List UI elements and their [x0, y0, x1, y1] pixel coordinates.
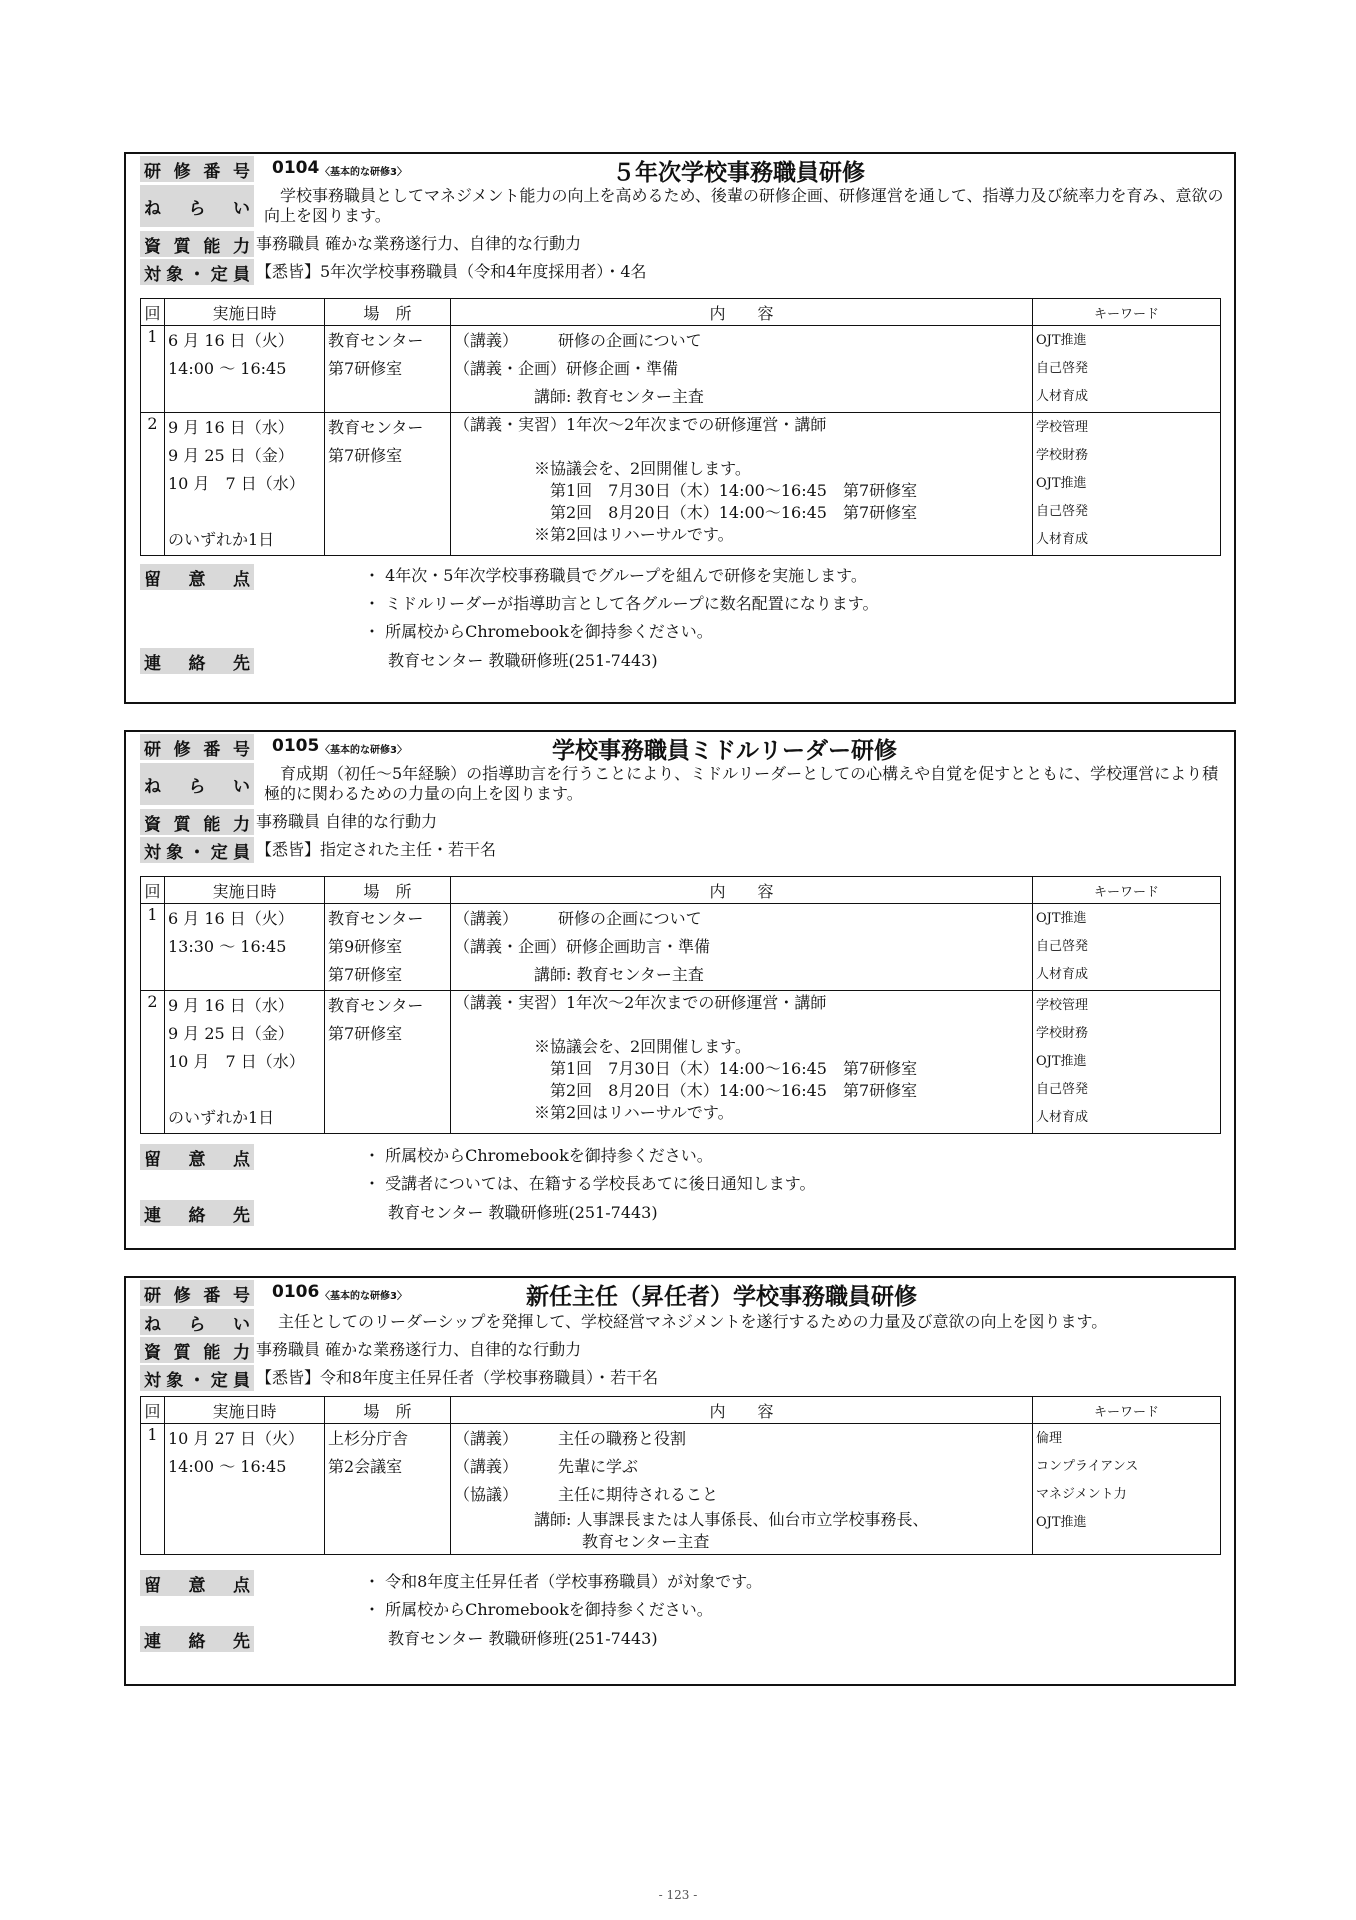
label-contact: 連 絡 先 [140, 1200, 254, 1226]
time-line: 14:00 ～ 16:45 [168, 359, 287, 378]
content-line: 講師: 教育センター主査 [454, 387, 704, 406]
keyword: 自己啓発 [1036, 361, 1089, 376]
keyword-cell [1033, 1424, 1221, 1555]
content-line: 第1回 7月30日（木）14:00～16:45 第7研修室 [454, 1059, 918, 1078]
table-row [141, 991, 1221, 1134]
label-aim: ね ら い [140, 763, 254, 805]
contact-text: 教育センター 教職研修班(251-7443) [388, 1203, 658, 1222]
keyword: 人材育成 [1036, 967, 1089, 982]
content-line: ※協議会を、2回開催します。 [454, 1037, 751, 1056]
header-place: 場 所 [325, 1397, 451, 1424]
course-number: 0106 [272, 1282, 320, 1302]
label-number: 研 修 番 号 [140, 1280, 254, 1306]
header-content: 内 容 [451, 877, 1033, 904]
course-kind: 〈基本的な研修3〉 [320, 167, 407, 178]
header-content: 内 容 [451, 1397, 1033, 1424]
keyword: 自己啓発 [1036, 1082, 1089, 1097]
content-line: （講義） 先輩に学ぶ [454, 1457, 639, 1476]
header-kai: 回 [141, 877, 165, 904]
content-line [454, 436, 1029, 458]
content-line: （講義） 研修の企画について [454, 909, 702, 928]
kai-cell: 1 [141, 904, 165, 991]
label-target: 対 象 ・ 定 員 [140, 1365, 254, 1391]
room-line: 第7研修室 [328, 1024, 403, 1043]
label-aim: ね ら い [140, 1309, 254, 1335]
content-line: （講義） 主任の職務と役割 [454, 1429, 687, 1448]
place-cell [325, 326, 451, 413]
content-line: （講義） 研修の企画について [454, 331, 702, 350]
content-line: 第2回 8月20日（木）14:00～16:45 第7研修室 [454, 1081, 918, 1100]
label-ability: 資 質 能 力 [140, 231, 254, 257]
content-line: ※協議会を、2回開催します。 [454, 459, 751, 478]
date-line: 6 月 16 日（火） [168, 909, 294, 928]
date-line: 9 月 16 日（水） [168, 418, 294, 437]
room-line: 第2会議室 [328, 1457, 403, 1476]
place-line: 上杉分庁舎 [328, 1429, 409, 1448]
time-line: 14:00 ～ 16:45 [168, 1457, 287, 1476]
date-line [168, 498, 321, 526]
course-number: 0104 [272, 158, 320, 178]
course-title: ５年次学校事務職員研修 [612, 160, 865, 186]
note-item: ・ 4年次・5年次学校事務職員でグループを組んで研修を実施します。 [364, 566, 867, 585]
content-cell [451, 326, 1033, 413]
course-target: 【悉皆】5年次学校事務職員（令和4年度採用者）・4名 [256, 262, 647, 281]
content-line: （講義・実習）1年次～2年次までの研修運営・講師 [454, 415, 827, 434]
date-line: のいずれか1日 [168, 530, 275, 549]
place-cell [325, 1424, 451, 1555]
date-line: 6 月 16 日（火） [168, 331, 294, 350]
date-line: のいずれか1日 [168, 1108, 275, 1127]
keyword: 倫理 [1036, 1431, 1063, 1446]
keyword: コンプライアンス [1036, 1459, 1139, 1474]
note-item: ・ 所属校からChromebookを御持参ください。 [364, 1146, 713, 1165]
content-line: ※第2回はリハーサルです。 [454, 525, 734, 544]
room-line: 第9研修室 [328, 937, 403, 956]
keyword: 学校財務 [1036, 448, 1089, 463]
keyword: 学校管理 [1036, 420, 1089, 435]
room-line: 第7研修室 [328, 359, 403, 378]
place-cell [325, 413, 451, 556]
content-line [454, 1014, 1029, 1036]
note-item: ・ 所属校からChromebookを御持参ください。 [364, 622, 713, 641]
label-number: 研 修 番 号 [140, 156, 254, 182]
place-line: 教育センター [328, 996, 424, 1015]
content-line: 第1回 7月30日（木）14:00～16:45 第7研修室 [454, 481, 918, 500]
content-line: （協議） 主任に期待されること [454, 1485, 719, 1504]
place-cell [325, 991, 451, 1134]
keyword: 人材育成 [1036, 389, 1089, 404]
keyword: OJT推進 [1036, 911, 1087, 926]
kai-cell: 2 [141, 991, 165, 1134]
label-target: 対 象 ・ 定 員 [140, 259, 254, 285]
date-cell [165, 904, 325, 991]
label-notes: 留 意 点 [140, 1570, 254, 1596]
content-line: （講義・企画）研修企画助言・準備 [454, 937, 711, 956]
label-ability: 資 質 能 力 [140, 1337, 254, 1363]
keyword: OJT推進 [1036, 333, 1087, 348]
header-date: 実施日時 [165, 299, 325, 326]
date-line: 10 月 7 日（水） [168, 1052, 305, 1071]
header-date: 実施日時 [165, 1397, 325, 1424]
label-ability: 資 質 能 力 [140, 809, 254, 835]
label-aim: ね ら い [140, 185, 254, 227]
place-line: 教育センター [328, 909, 424, 928]
keyword: 学校財務 [1036, 1026, 1089, 1041]
schedule-table [140, 1396, 1221, 1555]
table-row [141, 413, 1221, 556]
kai-cell: 2 [141, 413, 165, 556]
note-item: ・ 令和8年度主任昇任者（学校事務職員）が対象です。 [364, 1572, 762, 1591]
keyword: OJT推進 [1036, 476, 1087, 491]
keyword: 人材育成 [1036, 1110, 1089, 1125]
header-date: 実施日時 [165, 877, 325, 904]
course-aim: 学校事務職員としてマネジメント能力の向上を高めるため、後輩の研修企画、研修運営を通して、指導力及び統率力を育み、意欲の向上を図ります。 [264, 186, 1224, 225]
page-number: - 123 - [658, 1888, 698, 1902]
content-line: （講義・実習）1年次～2年次までの研修運営・講師 [454, 993, 827, 1012]
date-cell [165, 413, 325, 556]
content-line: 教育センター主査 [454, 1532, 710, 1551]
course-title: 新任主任（昇任者）学校事務職員研修 [526, 1284, 917, 1310]
header-place: 場 所 [325, 877, 451, 904]
kai-cell: 1 [141, 1424, 165, 1555]
course-box-0105 [124, 730, 1236, 1250]
keyword: OJT推進 [1036, 1054, 1087, 1069]
course-kind: 〈基本的な研修3〉 [320, 1291, 407, 1302]
header-place: 場 所 [325, 299, 451, 326]
keyword: 自己啓発 [1036, 939, 1089, 954]
course-target: 【悉皆】令和8年度主任昇任者（学校事務職員）・若干名 [256, 1368, 659, 1387]
content-line: （講義・企画）研修企画・準備 [454, 359, 679, 378]
note-item: ・ 所属校からChromebookを御持参ください。 [364, 1600, 713, 1619]
content-line: 第2回 8月20日（木）14:00～16:45 第7研修室 [454, 503, 918, 522]
label-contact: 連 絡 先 [140, 648, 254, 674]
keyword-cell [1033, 991, 1221, 1134]
content-cell [451, 904, 1033, 991]
header-keyword: キーワード [1033, 299, 1221, 326]
label-notes: 留 意 点 [140, 1144, 254, 1170]
keyword-cell [1033, 904, 1221, 991]
content-line: 講師: 人事課長または人事係長、仙台市立学校事務長、 [454, 1510, 929, 1529]
keyword-cell [1033, 413, 1221, 556]
keyword: 人材育成 [1036, 532, 1089, 547]
table-row [141, 904, 1221, 991]
date-line [168, 1076, 321, 1104]
kai-cell: 1 [141, 326, 165, 413]
course-title: 学校事務職員ミドルリーダー研修 [552, 738, 897, 764]
note-item: ・ 受講者については、在籍する学校長あてに後日通知します。 [364, 1174, 816, 1193]
header-kai: 回 [141, 1397, 165, 1424]
table-row [141, 326, 1221, 413]
date-line: 9 月 25 日（金） [168, 1024, 294, 1043]
course-box-0104 [124, 152, 1236, 704]
date-line: 10 月 7 日（水） [168, 474, 305, 493]
schedule-table [140, 298, 1221, 556]
date-cell [165, 326, 325, 413]
keyword: OJT推進 [1036, 1515, 1087, 1530]
keyword: マネジメント力 [1036, 1487, 1127, 1502]
note-item: ・ ミドルリーダーが指導助言として各グループに数名配置になります。 [364, 594, 879, 613]
header-keyword: キーワード [1033, 1397, 1221, 1424]
header-kai: 回 [141, 299, 165, 326]
course-aim: 主任としてのリーダーシップを発揮して、学校経営マネジメントを遂行するための力量及び意欲の向上を図ります。 [278, 1312, 1108, 1331]
place-line: 教育センター [328, 331, 424, 350]
place-cell [325, 904, 451, 991]
keyword: 自己啓発 [1036, 504, 1089, 519]
date-line: 9 月 25 日（金） [168, 446, 294, 465]
course-number: 0105 [272, 736, 320, 756]
date-line: 9 月 16 日（水） [168, 996, 294, 1015]
course-ability: 事務職員 自律的な行動力 [256, 812, 438, 831]
header-keyword: キーワード [1033, 877, 1221, 904]
table-row [141, 1424, 1221, 1555]
room-line: 第7研修室 [328, 446, 403, 465]
label-number: 研 修 番 号 [140, 734, 254, 760]
course-target: 【悉皆】指定された主任・若干名 [256, 840, 497, 859]
keyword: 学校管理 [1036, 998, 1089, 1013]
room-line: 第7研修室 [328, 965, 403, 984]
content-cell [451, 1424, 1033, 1555]
contact-text: 教育センター 教職研修班(251-7443) [388, 1629, 658, 1648]
label-contact: 連 絡 先 [140, 1626, 254, 1652]
content-line: 講師: 教育センター主査 [454, 965, 704, 984]
time-line: 13:30 ～ 16:45 [168, 937, 287, 956]
course-aim: 育成期（初任～5年経験）の指導助言を行うことにより、ミドルリーダーとしての心構えや自覚を促すとともに、学校運営により積極的に関わるための力量の向上を図ります。 [264, 764, 1219, 803]
course-kind: 〈基本的な研修3〉 [320, 745, 407, 756]
content-cell [451, 991, 1033, 1134]
date-cell [165, 1424, 325, 1555]
date-cell [165, 991, 325, 1134]
label-notes: 留 意 点 [140, 564, 254, 590]
course-box-0106 [124, 1276, 1236, 1686]
place-line: 教育センター [328, 418, 424, 437]
course-ability: 事務職員 確かな業務遂行力、自律的な行動力 [256, 1340, 582, 1359]
label-target: 対 象 ・ 定 員 [140, 837, 254, 863]
content-cell [451, 413, 1033, 556]
content-line: ※第2回はリハーサルです。 [454, 1103, 734, 1122]
schedule-table [140, 876, 1221, 1134]
header-content: 内 容 [451, 299, 1033, 326]
course-ability: 事務職員 確かな業務遂行力、自律的な行動力 [256, 234, 582, 253]
keyword-cell [1033, 326, 1221, 413]
contact-text: 教育センター 教職研修班(251-7443) [388, 651, 658, 670]
date-line: 10 月 27 日（火） [168, 1429, 304, 1448]
